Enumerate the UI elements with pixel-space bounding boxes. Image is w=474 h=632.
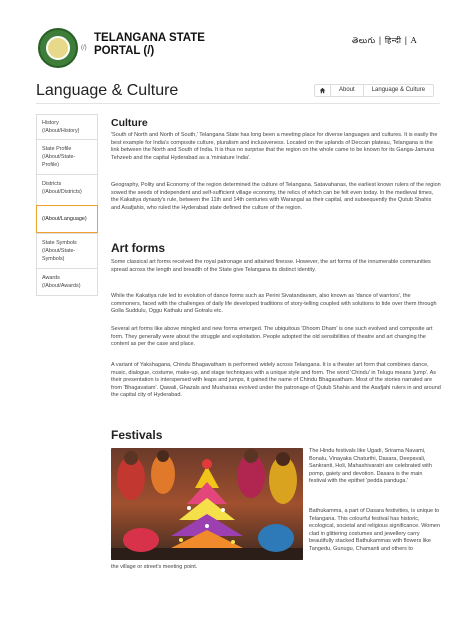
breadcrumb-about[interactable]: About (331, 85, 364, 96)
art-forms-paragraph: A variant of Yakshagana, Chindu Bhagavatham is performed widely across Telangana. It is a theater art form that combines dance, music, dialogue, costume, make-up, and stage techniques with a unique style and form. The word 'Chindu' in Telugu means 'jump'. As their presentation is interspersed with leaps and jumps, it gained the name of Chindu Bhagavatham. Most of the stories narrated are from 'Bhagavatam'. Qawali, Ghazals and Mushairas evolved under the patronage of Qutub Shahis and the Asafjahi rulers in and around the capital city of Hyderabad. (111, 362, 441, 399)
page-title: Language & Culture (36, 82, 179, 99)
art-forms-paragraph: While the Kakatiya rule led to evolution of dance forms such as Perini Sivatandavam, also known as 'dance of warriors', the commoners, faced with the challenges of daily life developed traditions of story-telling coupled with solutions to tide over them through Golla Suddulu, Oggu Kathalu and Gotralu etc. (111, 293, 437, 315)
art-forms-paragraph: Some classical art forms received the royal patronage and attained finesse. However, the art forms of the innumerable communities spread across the length and breadth of the State give Telangana its distinct identity. (111, 259, 431, 273)
culture-paragraph: Geography, Polity and Economy of the region determined the culture of Telangana. Satavahanas, the earliest known rulers of the region sowed the seeds of independent and self-sufficient village economy, the relics of which can be felt even today. In the medieval times, the Kakatiya dynasty's rule, between the 11th and 14th centuries with Warangal as their capital, and subsequently the Qutub Shahis and Asafjahis, who ruled the Hyderabad state defined the culture of the region. (111, 182, 441, 211)
art-forms-paragraph: Several art forms like above mingled and new forms emerged. The ubiquitous 'Dhoom Dham' is one such evolved and composite art form. They generally were about the struggle and exploitation. People adopted the old sensibilities of theatre and art changing the content as per the case and place. (111, 326, 433, 348)
festivals-paragraph: Bathukamma, a part of Dasara festivities, is unique to Telangana. This colourful festival has historic, ecological, societal and religious significance. Women clad in glittering costumes and jewellery carry beautifully stacked Bathukammas with flowers like Tangedu, Gunugu, Chamanti and others to (309, 508, 441, 552)
art-forms-heading: Art forms (111, 241, 166, 255)
sidebar-nav (36, 114, 98, 296)
emblem-center (46, 36, 70, 60)
breadcrumb-current: Language & Culture (371, 87, 426, 93)
portal-title[interactable]: TELANGANA STATE PORTAL (/) (94, 32, 205, 57)
festivals-paragraph: the village or street's meeting point. (111, 564, 198, 570)
sidebar-item-state-symbols[interactable]: State Symbols (/About/State-Symbols) (36, 233, 98, 268)
language-options[interactable]: తెలుగు | हिन्दी | A (352, 36, 418, 45)
breadcrumb (314, 84, 434, 97)
sidebar-item-history[interactable]: History (/About/History) (36, 114, 98, 139)
festivals-heading: Festivals (111, 428, 163, 442)
sidebar-item-awards[interactable]: Awards (/About/Awards) (36, 268, 98, 296)
sidebar-item-language[interactable]: (/About/Language) (36, 205, 98, 233)
home-icon (319, 87, 326, 94)
state-emblem-logo[interactable] (38, 28, 78, 68)
language-switcher[interactable] (352, 35, 436, 47)
culture-heading: Culture (111, 117, 148, 129)
title-divider (36, 103, 440, 104)
logo-link-text[interactable]: (/) (81, 45, 87, 51)
site-header (0, 0, 474, 74)
sidebar-item-state-profile[interactable]: State Profile (/About/State-Profile) (36, 139, 98, 174)
sidebar-item-districts[interactable]: Districts (/About/Districts) (36, 174, 98, 205)
breadcrumb-home[interactable] (315, 85, 331, 96)
festivals-paragraph: The Hindu festivals like Ugadi, Srirama Navami, Bonalu, Vinayaka Chaturthi, Dasara, Deepavali, Sankranti, Holi, Mahashivaratri are celebrated with pomp, gaiety and devotion. Dasara is the main festival with the epithet 'pedda panduga.' (309, 448, 432, 485)
culture-paragraph: 'South of North and North of South,' Telangana State has long been a meeting place for diverse languages and cultures. It is easily the best example for India's composite culture, pluralism and inclusiveness. Located on the uplands of Deccan plateau, Telangana is the link between the North and South of India. It is thus no surprise that the region on the whole came to be known for its Ganga-Jamuna Tehzeeb and the capital Hyderabad as a 'miniature India'. (111, 132, 438, 161)
bathukamma-festival-image (111, 448, 303, 560)
